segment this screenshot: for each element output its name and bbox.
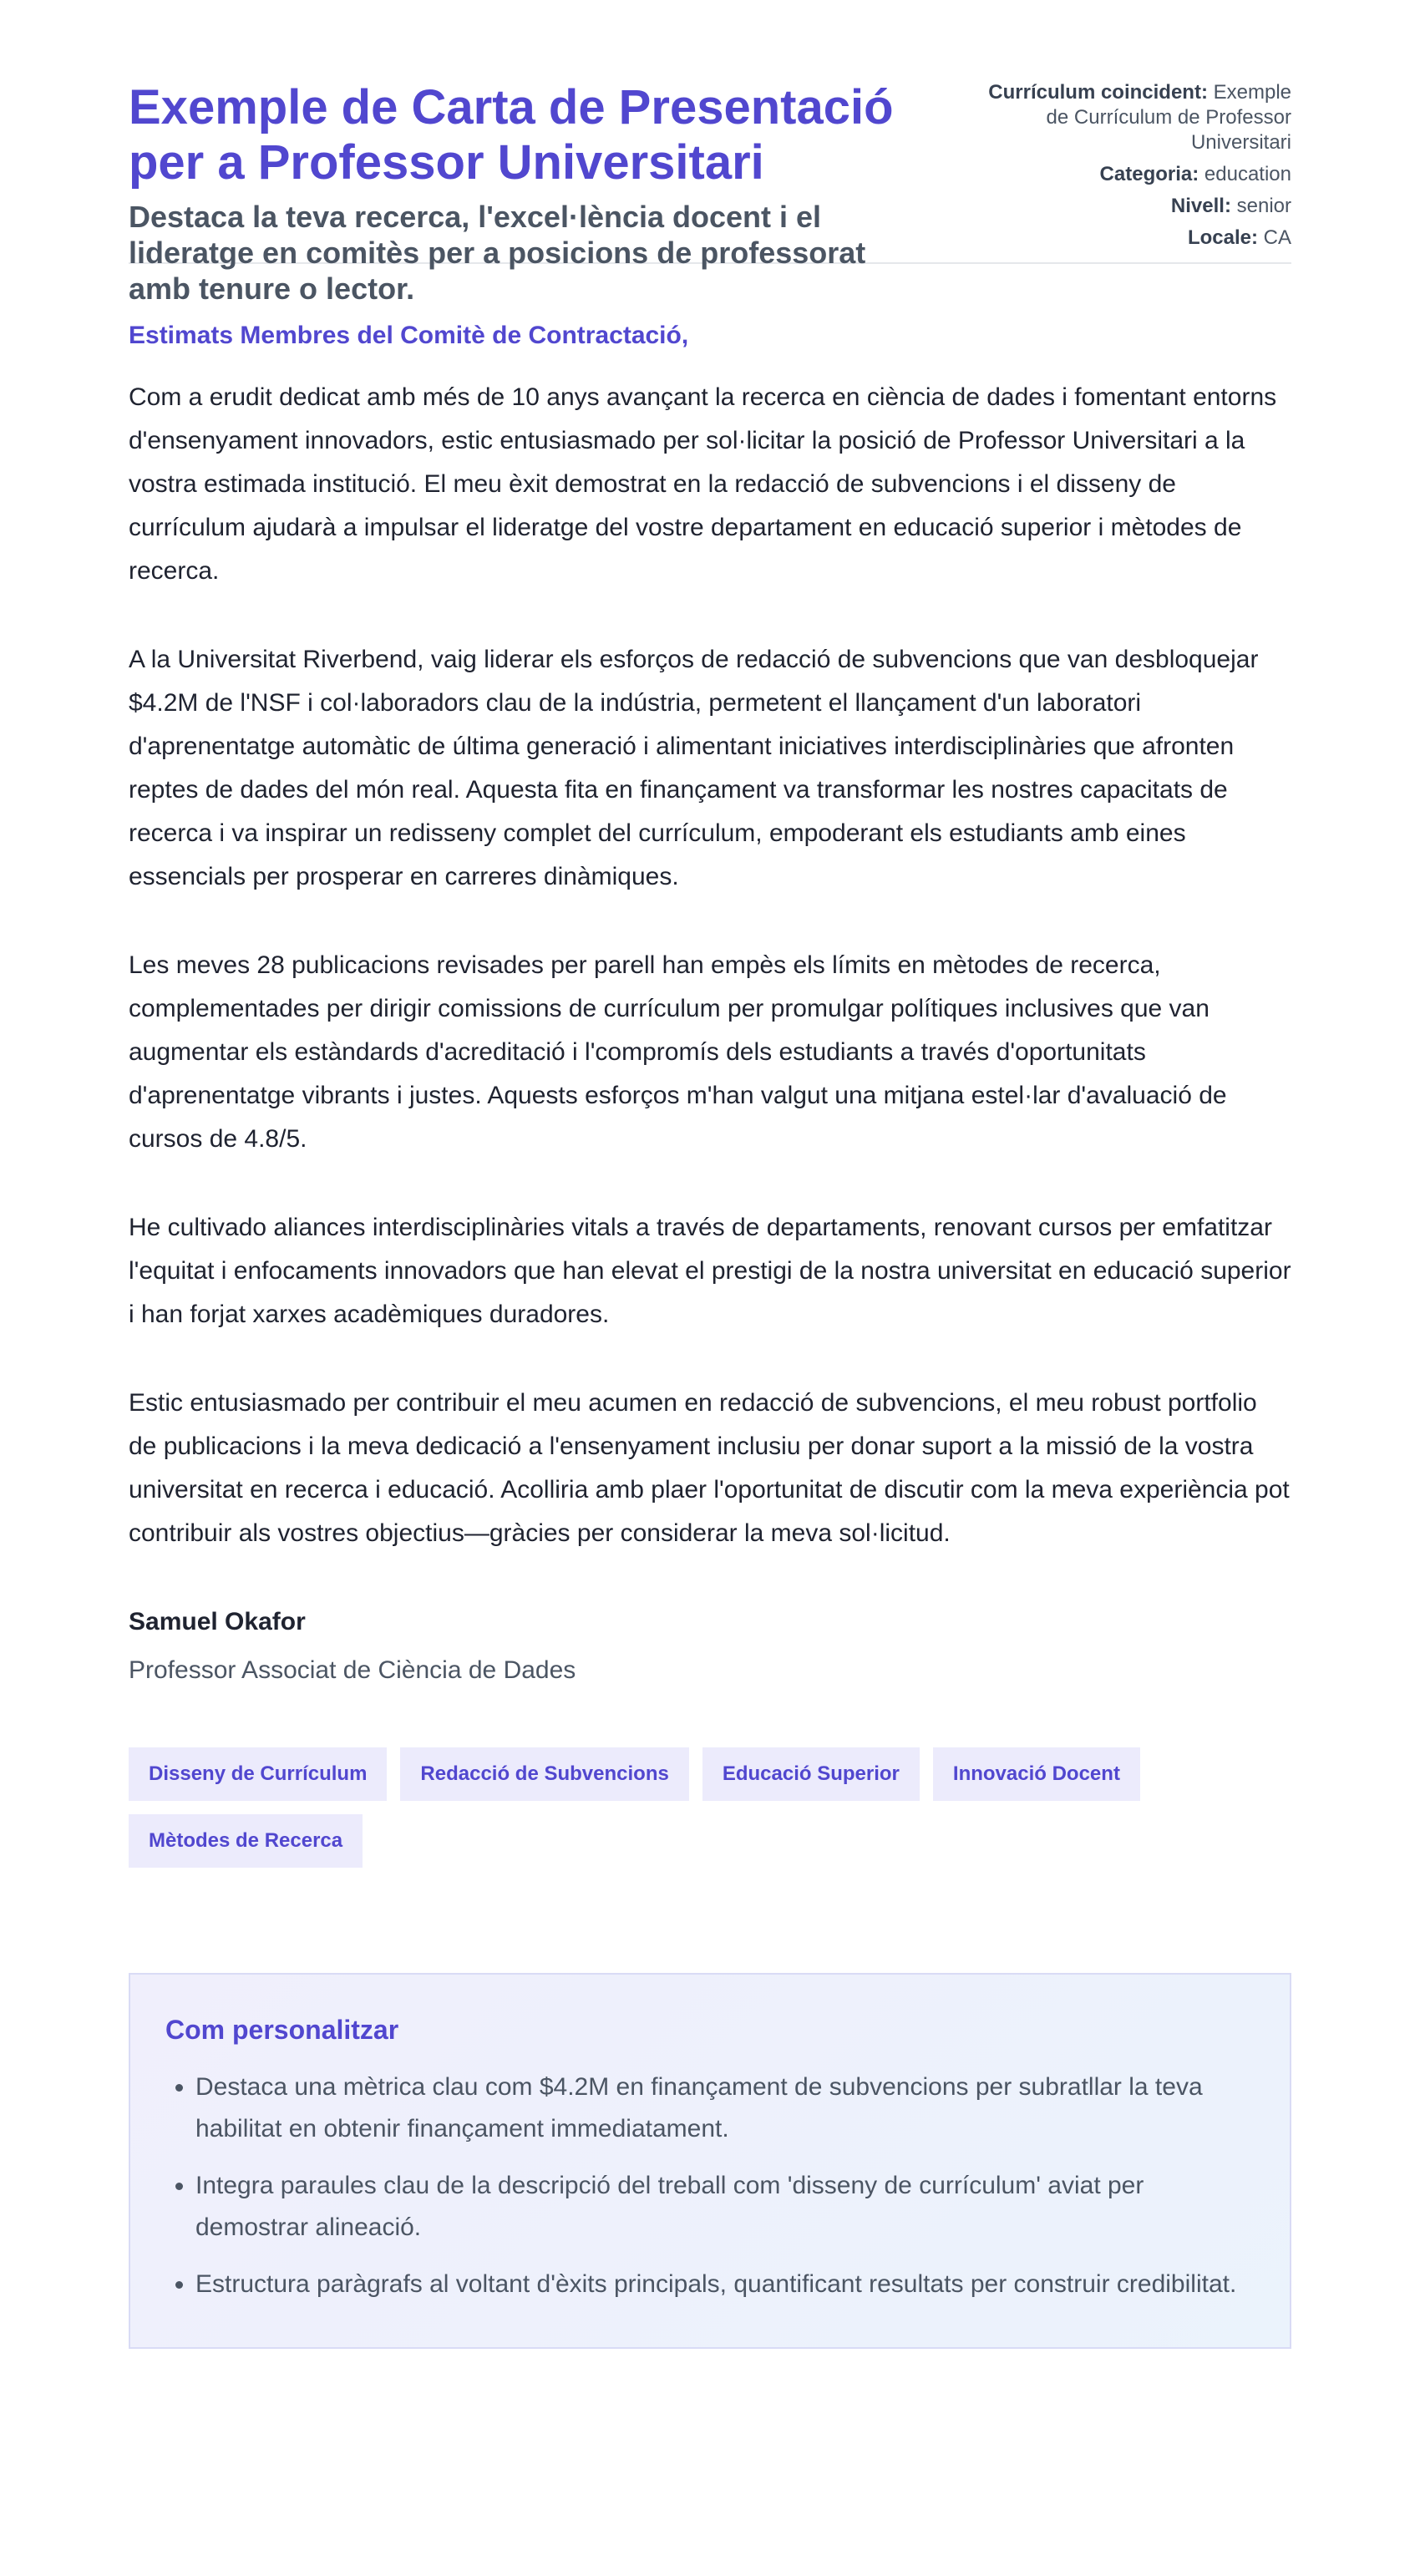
letter-paragraph: He cultivado aliances interdisciplinàries vitals a través de departaments, renovant cursos per emfatitzar l'equitat i enfocaments innovadors que han elevat el prestigi de la nostra universitat en educació superior i han forjat xarxes acadèmiques duradores. <box>129 1214 1291 1328</box>
meta-resume-label: Currículum coincident: <box>988 81 1208 104</box>
meta-locale-value: CA <box>1263 226 1291 249</box>
meta-level <box>974 194 1291 219</box>
page-title: Exemple de Carta de Presentació per a Professor Universitari <box>129 80 894 190</box>
letter-paragraph: Com a erudit dedicat amb més de 10 anys avançant la recerca en ciència de dades i fomentant entorns d'ensenyament innovadors, estic entusiasmado per sol·licitar la posició de Professor Universitari a la vostra estimada institució. El meu èxit demostrat en la redacció de subvencions i el disseny de currículum ajudarà a impulsar el lideratge del vostre departament en educació superior i mètodes de recerca. <box>129 383 1277 585</box>
meta-category-value: education <box>1204 163 1291 185</box>
tips-title: Com personalitzar <box>165 2015 399 2045</box>
meta-category-label: Categoria: <box>1099 163 1199 185</box>
signature-role: Professor Associat de Ciència de Dades <box>129 1656 576 1684</box>
meta-resume <box>974 80 1291 155</box>
meta-level-label: Nivell: <box>1170 195 1231 217</box>
skill-tag: Innovació Docent <box>933 1747 1140 1801</box>
tip-item: • Estructura paràgrafs al voltant d'èxits principals, quantificant resultats per construir credibilitat. <box>195 2264 1255 2305</box>
tip-item: • Destaca una mètrica clau com $4.2M en finançament de subvencions per subratllar la teva habilitat en obtenir finançament immediatament. <box>195 2066 1255 2150</box>
header-titles <box>129 80 931 307</box>
skill-tag: Educació Superior <box>702 1747 920 1801</box>
meta-resume-value: Exemple de Currículum de Professor Universitari <box>1046 81 1291 154</box>
letter-paragraph: Les meves 28 publicacions revisades per parell han empès els límits en mètodes de recerca, complementades per dirigir comissions de currículum per promulgar polítiques inclusives que van augmentar els estàndards d'acreditació i l'compromís dels estudiants a través d'oportunitats d'aprenentatge vibrants i justes. Aquests esforços m'han valgut una mitjana estel·lar d'avaluació de cursos de 4.8/5. <box>129 951 1227 1153</box>
skill-tag: Redacció de Subvencions <box>400 1747 688 1801</box>
skill-tag: Mètodes de Recerca <box>129 1814 363 1868</box>
signature-name: Samuel Okafor <box>129 1608 306 1635</box>
signature-block <box>129 1605 1291 1687</box>
metadata-panel <box>974 80 1291 257</box>
letter-salutation: Estimats Membres del Comitè de Contractació, <box>129 322 689 349</box>
page-subtitle: Destaca la teva recerca, l'excel·lència docent i el lideratge en comitès per a posicions de professorat amb tenure o lector. <box>129 200 866 306</box>
meta-category <box>974 162 1291 187</box>
tips-list <box>165 2066 1255 2305</box>
letter-body <box>129 376 1291 1555</box>
meta-locale-label: Locale: <box>1187 226 1258 249</box>
meta-locale <box>974 226 1291 251</box>
skill-tags <box>129 1747 1215 1868</box>
page-header <box>129 0 1291 306</box>
letter-paragraph: A la Universitat Riverbend, vaig liderar els esforços de redacció de subvencions que van desbloquejar $4.2M de l'NSF i col·laboradors clau de la indústria, permetent el llançament d'un laboratori d'aprenentatge automàtic de última generació i alimentant iniciatives interdisciplinàries que afronten reptes de dades del món real. Aquesta fita en finançament va transformar les nostres capacitats de recerca i va inspirar un redisseny complet del currículum, empoderant els estudiants amb eines essencials per prosperar en carreres dinàmiques. <box>129 646 1259 890</box>
meta-level-value: senior <box>1236 195 1291 217</box>
skill-tag: Disseny de Currículum <box>129 1747 387 1801</box>
customization-tips-box <box>129 1973 1291 2349</box>
tip-item: • Integra paraules clau de la descripció del treball com 'disseny de currículum' aviat per demostrar alineació. <box>195 2165 1255 2249</box>
letter-paragraph: Estic entusiasmado per contribuir el meu acumen en redacció de subvencions, el meu robust portfolio de publicacions i la meva dedicació a l'ensenyament inclusiu per donar suport a la missió de la vostra universitat en recerca i educació. Acolliria amb plaer l'oportunitat de discutir com la meva experiència pot contribuir als vostres objectius—gràcies per considerar la meva sol·licitud. <box>129 1389 1290 1547</box>
